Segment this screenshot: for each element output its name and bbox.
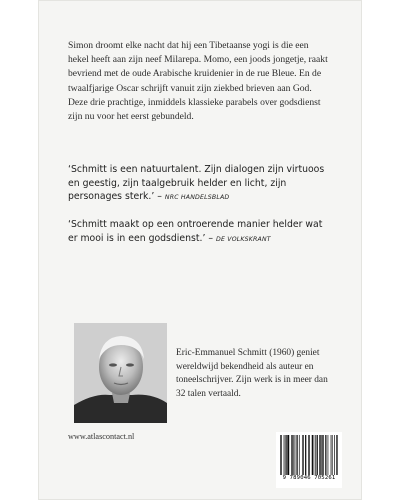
barcode-bar bbox=[336, 435, 337, 475]
author-bio: Eric-Emmanuel Schmitt (1960) geniet wereldwijd bekendheid als auteur en toneelschrijver. Zijn werk is in meer dan 32 talen vertaald. bbox=[176, 348, 328, 399]
barcode-bar bbox=[281, 435, 282, 475]
barcode-bar bbox=[308, 435, 309, 475]
isbn-number: 9 789046 705261 bbox=[282, 475, 336, 481]
author-photo bbox=[74, 323, 167, 423]
barcode-bar bbox=[309, 435, 310, 475]
barcode-bar bbox=[285, 435, 286, 475]
barcode-bar bbox=[328, 435, 329, 475]
barcode-bar bbox=[337, 435, 338, 475]
publisher-website[interactable]: www.atlascontact.nl bbox=[68, 432, 135, 441]
barcode-bar bbox=[312, 435, 313, 475]
barcode-bar bbox=[312, 435, 313, 475]
barcode-bar bbox=[305, 435, 306, 475]
barcode-bar bbox=[321, 435, 322, 475]
barcode-bar bbox=[299, 435, 300, 475]
barcode-bar bbox=[320, 435, 321, 475]
barcode-bar bbox=[284, 435, 285, 475]
barcode-bar bbox=[289, 435, 290, 475]
barcode-bar bbox=[297, 435, 298, 475]
barcode-bar bbox=[286, 435, 287, 475]
barcode-bar bbox=[332, 435, 333, 475]
isbn-barcode bbox=[276, 432, 342, 488]
barcode-bar bbox=[319, 435, 320, 475]
barcode-bar bbox=[331, 435, 332, 475]
review-quote-2 bbox=[68, 218, 334, 246]
barcode-bar bbox=[315, 435, 316, 475]
barcode-bar bbox=[317, 435, 318, 475]
barcode-bar bbox=[325, 435, 326, 475]
barcode-bar bbox=[287, 435, 288, 475]
barcode-bar bbox=[302, 435, 303, 475]
barcode-bar bbox=[288, 435, 289, 475]
barcode-bar bbox=[295, 435, 296, 475]
barcode-bar bbox=[303, 435, 304, 475]
barcode-bar bbox=[292, 435, 293, 475]
back-cover bbox=[38, 0, 362, 500]
quote-source: DE VOLKSKRANT bbox=[216, 235, 271, 243]
barcode-bar bbox=[280, 435, 281, 475]
barcode-bar bbox=[306, 435, 307, 475]
barcode-bar bbox=[326, 435, 327, 475]
review-quote-1 bbox=[68, 163, 334, 205]
barcode-bar bbox=[314, 435, 315, 475]
barcode-bar bbox=[296, 435, 297, 475]
barcode-bar bbox=[323, 435, 324, 475]
barcode-bar bbox=[317, 435, 318, 475]
quote-text: ‘Schmitt maakt op een ontroerende manier helder wat er mooi is in een godsdienst.’ – bbox=[68, 219, 323, 244]
barcode-bar bbox=[291, 435, 292, 475]
barcode-bar bbox=[293, 435, 294, 475]
quote-source: NRC HANDELSBLAD bbox=[164, 194, 230, 202]
blurb-text: Simon droomt elke nacht dat hij een Tibetaanse yogi is die een hekel heeft aan zijn neef Milarepa. Momo, een joods jongetje, raakt bevriend met de oude Arabische kruidenier in de rue Bleue. En de twaalfjarige Oscar schrijft vanuit zijn ziekbed brieven aan God. Deze drie prachtige, inmiddels klassieke parabels over godsdienst zijn nu voor het eerst gebundeld. bbox=[68, 40, 328, 123]
barcode-bar bbox=[322, 435, 323, 475]
barcode-bar bbox=[334, 435, 335, 475]
barcode-bars bbox=[280, 435, 338, 475]
quote-text: ‘Schmitt is een natuurtalent. Zijn dialogen zijn virtuoos en geestig, zijn taalgebruik helder en licht, zijn personages sterk.’ – bbox=[68, 164, 325, 203]
